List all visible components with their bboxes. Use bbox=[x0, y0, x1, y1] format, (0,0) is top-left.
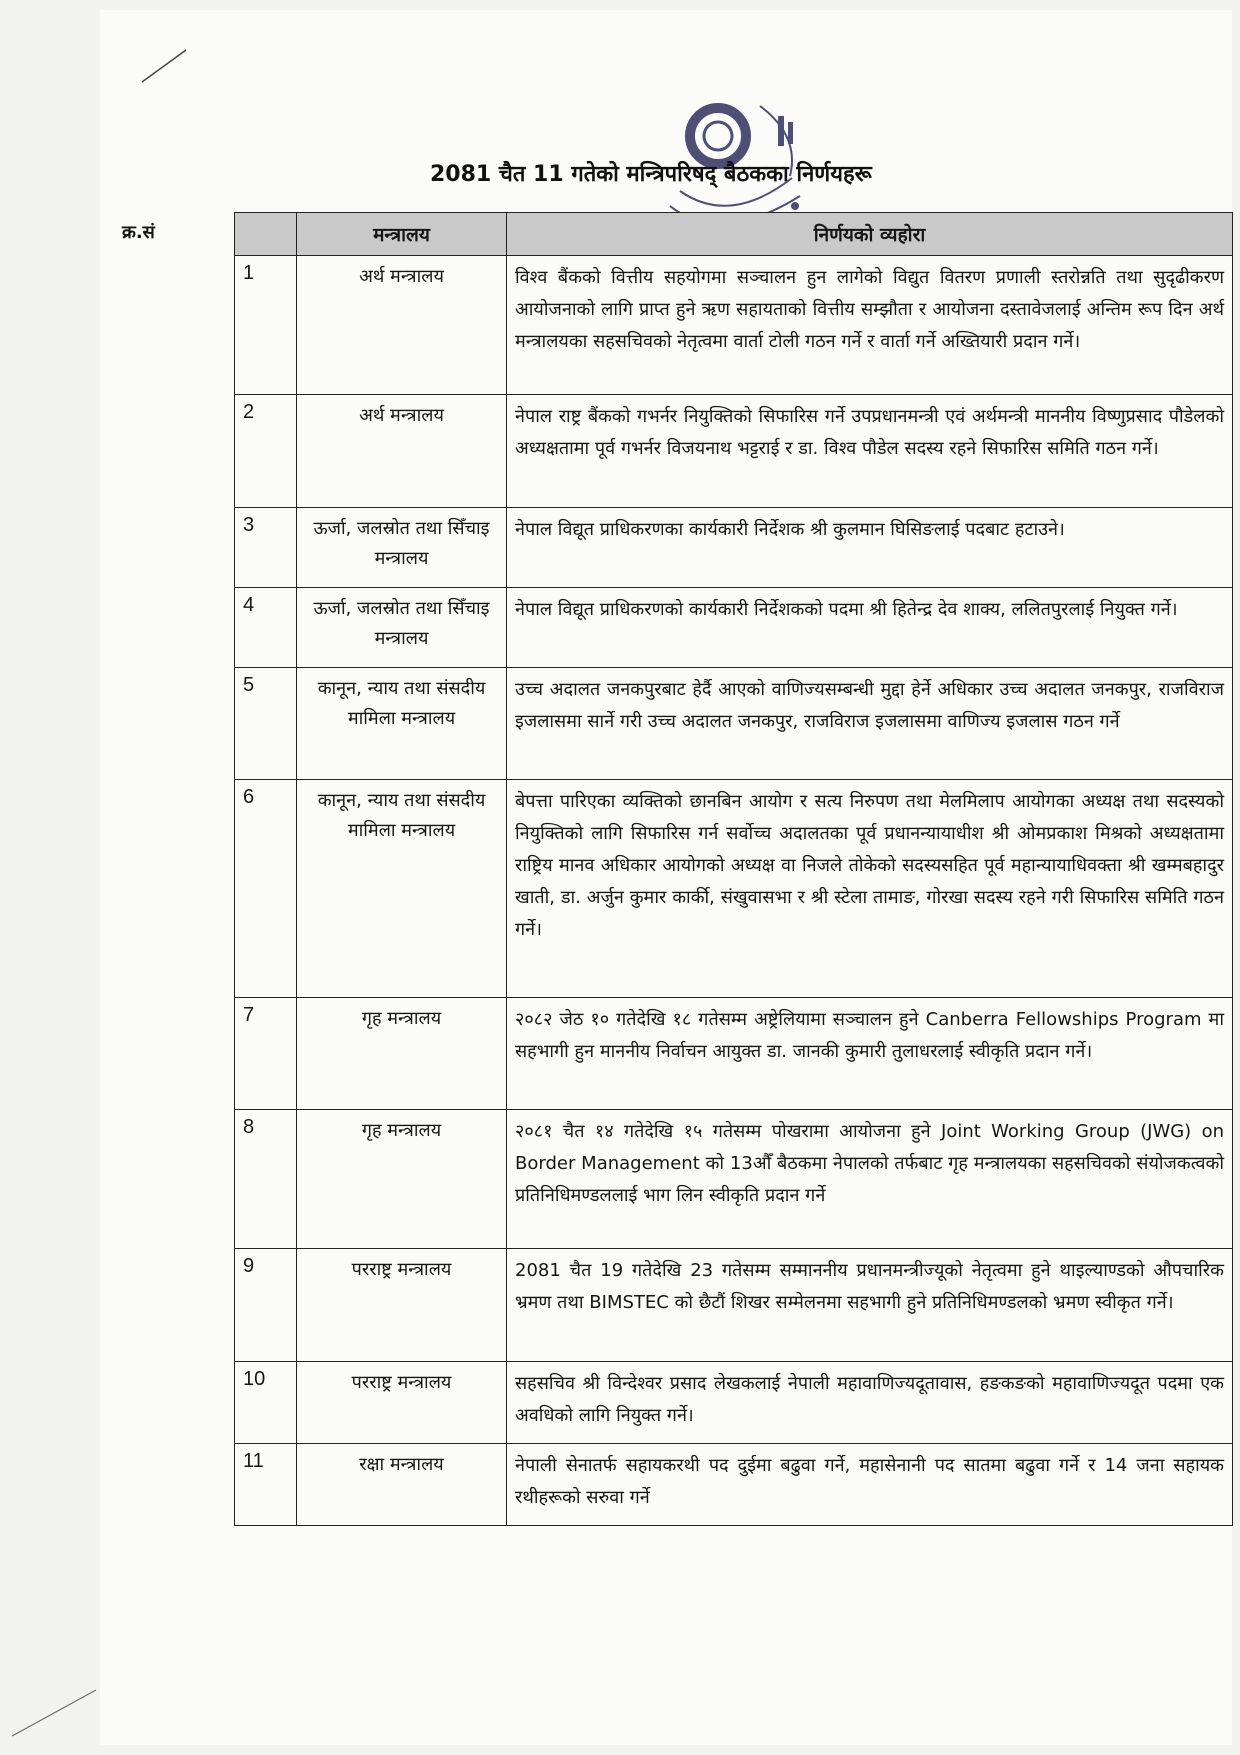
row-number: 9 bbox=[235, 1249, 297, 1362]
row-ministry: रक्षा मन्त्रालय bbox=[297, 1444, 507, 1526]
ministry-header: मन्त्रालय bbox=[297, 213, 507, 256]
table-row bbox=[235, 1249, 1233, 1362]
row-ministry: परराष्ट्र मन्त्रालय bbox=[297, 1362, 507, 1444]
table-row bbox=[235, 998, 1233, 1110]
row-ministry: ऊर्जा, जलस्रोत तथा सिँचाइ मन्त्रालय bbox=[297, 588, 507, 668]
table-row bbox=[235, 1362, 1233, 1444]
row-number: 3 bbox=[235, 508, 297, 588]
serial-number-label: क्र.सं bbox=[122, 222, 155, 243]
row-ministry: गृह मन्त्रालय bbox=[297, 998, 507, 1110]
row-ministry: परराष्ट्र मन्त्रालय bbox=[297, 1249, 507, 1362]
row-subject: 2081 चैत 19 गतेदेखि 23 गतेसम्म सम्माननीय प्रधानमन्त्रीज्यूको नेतृत्वमा हुने थाइल्याण्डको औपचारिक भ्रमण तथा BIMSTEC को छैटौं शिखर सम्मेलनमा सहभागी हुने प्रतिनिधिमण्डलको भ्रमण स्वीकृत गर्ने। bbox=[507, 1249, 1233, 1362]
row-subject: विश्व बैंकको वित्तीय सहयोगमा सञ्चालन हुन लागेको विद्युत वितरण प्रणाली स्तरोन्नति तथा सुदृढीकरण आयोजनाको लागि प्राप्त हुने ऋण सहायताको वित्तीय सम्झौता र आयोजना दस्तावेजलाई अन्तिम रूप दिन अर्थ मन्त्रालयका सहसचिवको नेतृत्वमा वार्ता टोली गठन गर्ने र वार्ता गर्ने अख्तियारी प्रदान गर्ने। bbox=[507, 256, 1233, 395]
table-row bbox=[235, 1110, 1233, 1249]
row-subject: बेपत्ता पारिएका व्यक्तिको छानबिन आयोग र सत्य निरुपण तथा मेलमिलाप आयोगका अध्यक्ष तथा सदस्यको नियुक्तिको लागि सिफारिस गर्न सर्वोच्च अदालतका पूर्व प्रधानन्यायाधीश श्री ओमप्रकाश मिश्रको अध्यक्षतामा राष्ट्रिय मानव अधिकार आयोगको अध्यक्ष वा निजले तोकेको सदस्यसहित पूर्व महान्यायाधिवक्ता श्री खम्मबहादुर खाती, डा. अर्जुन कुमार कार्की, संखुवासभा र श्री स्टेला तामाङ, गोरखा सदस्य रहने गरी सिफारिस समिति गठन गर्ने। bbox=[507, 780, 1233, 998]
row-number: 2 bbox=[235, 395, 297, 508]
table-row bbox=[235, 256, 1233, 395]
row-ministry: कानून, न्याय तथा संसदीय मामिला मन्त्रालय bbox=[297, 668, 507, 780]
row-ministry: ऊर्जा, जलस्रोत तथा सिँचाइ मन्त्रालय bbox=[297, 508, 507, 588]
row-ministry: गृह मन्त्रालय bbox=[297, 1110, 507, 1249]
row-ministry: अर्थ मन्त्रालय bbox=[297, 256, 507, 395]
serial-header bbox=[235, 213, 297, 256]
row-ministry: कानून, न्याय तथा संसदीय मामिला मन्त्रालय bbox=[297, 780, 507, 998]
row-number: 6 bbox=[235, 780, 297, 998]
row-subject: नेपाल विद्यूत प्राधिकरणका कार्यकारी निर्देशक श्री कुलमान घिसिङलाई पदबाट हटाउने। bbox=[507, 508, 1233, 588]
decisions-table bbox=[234, 212, 1233, 1526]
row-subject: सहसचिव श्री विन्देश्वर प्रसाद लेखकलाई नेपाली महावाणिज्यदूतावास, हङकङको महावाणिज्यदूत पदमा एक अवधिको लागि नियुक्त गर्ने। bbox=[507, 1362, 1233, 1444]
table-row bbox=[235, 668, 1233, 780]
row-number: 4 bbox=[235, 588, 297, 668]
row-subject: उच्च अदालत जनकपुरबाट हेर्दै आएको वाणिज्यसम्बन्धी मुद्दा हेर्ने अधिकार उच्च अदालत जनकपुर, राजविराज इजलासमा सार्ने गरी उच्च अदालत जनकपुर, राजविराज इजलासमा वाणिज्य इजलास गठन गर्ने bbox=[507, 668, 1233, 780]
row-subject: नेपाल राष्ट्र बैंकको गभर्नर नियुक्तिको सिफारिस गर्ने उपप्रधानमन्त्री एवं अर्थमन्त्री माननीय विष्णुप्रसाद पौडेलको अध्यक्षतामा पूर्व गभर्नर विजयनाथ भट्टराई र डा. विश्व पौडेल सदस्य रहने सिफारिस समिति गठन गर्ने। bbox=[507, 395, 1233, 508]
table-row bbox=[235, 1444, 1233, 1526]
row-number: 1 bbox=[235, 256, 297, 395]
table-row bbox=[235, 780, 1233, 998]
row-number: 8 bbox=[235, 1110, 297, 1249]
row-subject: नेपाल विद्यूत प्राधिकरणको कार्यकारी निर्देशकको पदमा श्री हितेन्द्र देव शाक्य, ललितपुरलाई नियुक्त गर्ने। bbox=[507, 588, 1233, 668]
page-title: 2081 चैत 11 गतेको मन्त्रिपरिषद् बैठकका निर्णयहरू bbox=[430, 162, 872, 187]
pen-mark bbox=[10, 1670, 100, 1740]
row-subject: २०८१ चैत १४ गतेदेखि १५ गतेसम्म पोखरामा आयोजना हुने Joint Working Group (JWG) on Border Management को 13औँ बैठकमा नेपालको तर्फबाट गृह मन्त्रालयका सहसचिवको संयोजकत्वको प्रतिनिधिमण्डललाई भाग लिन स्वीकृति प्रदान गर्ने bbox=[507, 1110, 1233, 1249]
row-number: 7 bbox=[235, 998, 297, 1110]
subject-header: निर्णयको व्यहोरा bbox=[507, 213, 1233, 256]
table-row bbox=[235, 395, 1233, 508]
row-subject: नेपाली सेनातर्फ सहायकरथी पद दुईमा बढुवा गर्ने, महासेनानी पद सातमा बढुवा गर्ने र 14 जना सहायक रथीहरूको सरुवा गर्ने bbox=[507, 1444, 1233, 1526]
table-row bbox=[235, 508, 1233, 588]
row-ministry: अर्थ मन्त्रालय bbox=[297, 395, 507, 508]
row-number: 11 bbox=[235, 1444, 297, 1526]
row-subject: २०८२ जेठ १० गतेदेखि १८ गतेसम्म अष्ट्रेलियामा सञ्चालन हुने Canberra Fellowships Program मा सहभागी हुन माननीय निर्वाचन आयुक्त डा. जानकी कुमारी तुलाधरलाई स्वीकृति प्रदान गर्ने। bbox=[507, 998, 1233, 1110]
table-header-row bbox=[235, 213, 1233, 256]
row-number: 5 bbox=[235, 668, 297, 780]
row-number: 10 bbox=[235, 1362, 297, 1444]
table-row bbox=[235, 588, 1233, 668]
